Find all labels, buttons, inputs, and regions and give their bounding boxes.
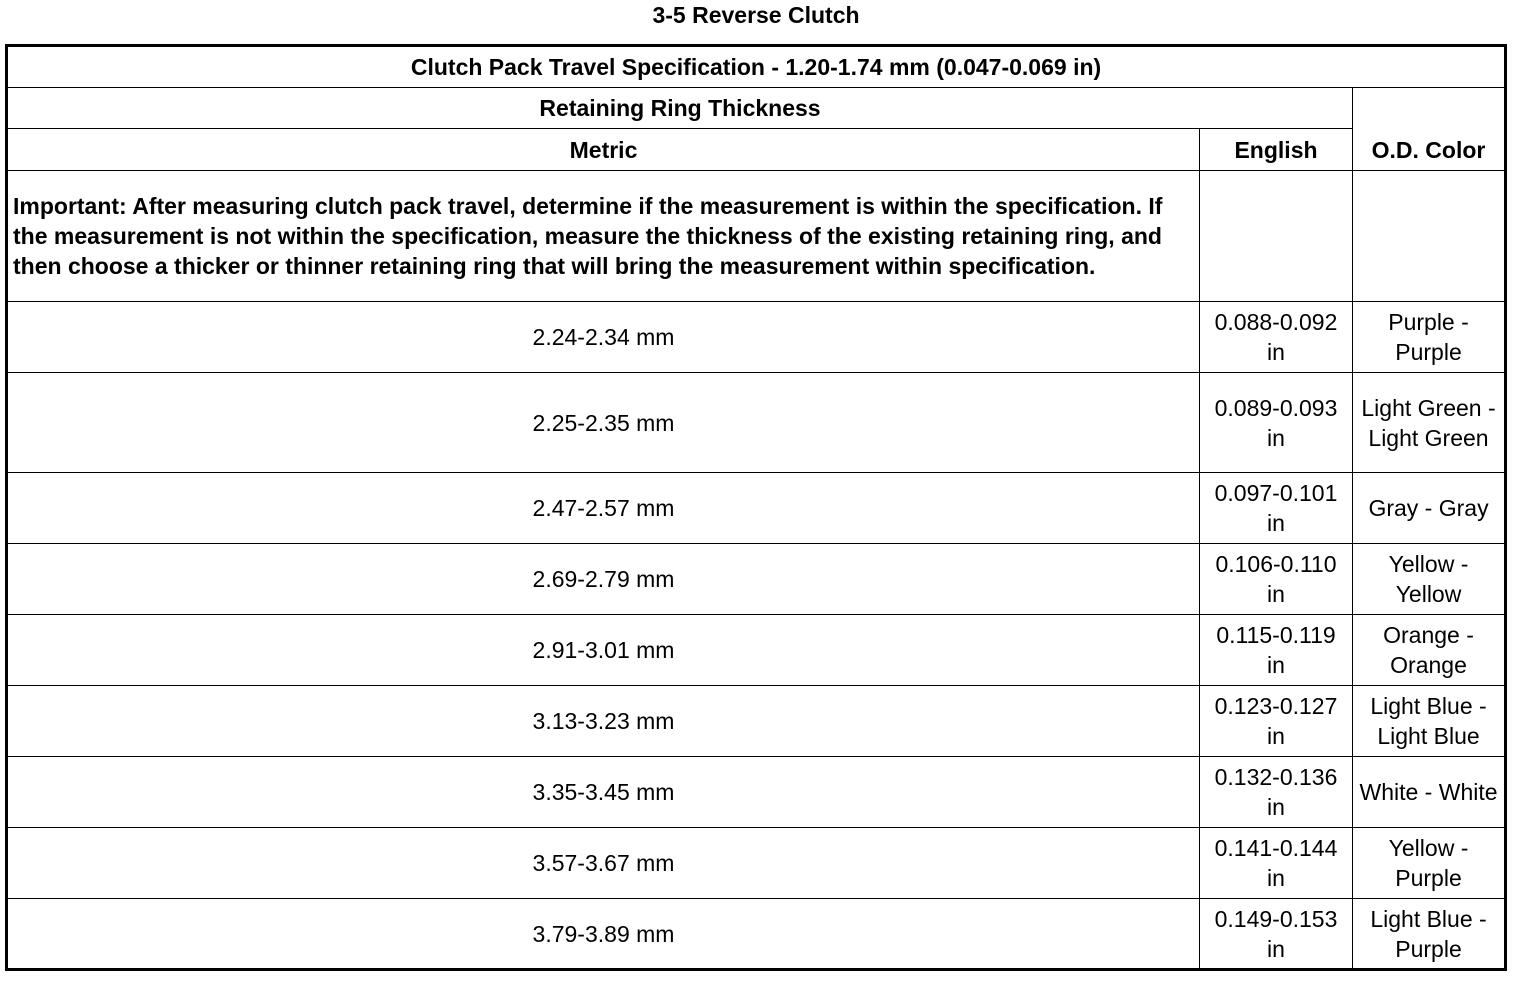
metric-cell: 2.69-2.79 mm <box>7 544 1200 615</box>
english-cell: 0.115-0.119 in <box>1200 615 1353 686</box>
metric-cell: 3.13-3.23 mm <box>7 686 1200 757</box>
table-row <box>7 473 1506 544</box>
table-row <box>7 757 1506 828</box>
english-cell: 0.132-0.136 in <box>1200 757 1353 828</box>
color-cell: Purple - Purple <box>1353 302 1506 373</box>
group-header-cell: Retaining Ring Thickness <box>7 88 1353 129</box>
table-row <box>7 828 1506 899</box>
metric-cell: 3.79-3.89 mm <box>7 899 1200 970</box>
english-cell: 0.141-0.144 in <box>1200 828 1353 899</box>
table-row <box>7 544 1506 615</box>
column-header-color: O.D. Color <box>1353 88 1506 171</box>
metric-cell: 3.35-3.45 mm <box>7 757 1200 828</box>
empty-cell <box>1200 171 1353 302</box>
color-cell: Light Green - Light Green <box>1353 373 1506 473</box>
color-cell: Yellow - Yellow <box>1353 544 1506 615</box>
table-row <box>7 615 1506 686</box>
color-cell: White - White <box>1353 757 1506 828</box>
metric-cell: 2.25-2.35 mm <box>7 373 1200 473</box>
metric-cell: 2.91-3.01 mm <box>7 615 1200 686</box>
english-cell: 0.088-0.092 in <box>1200 302 1353 373</box>
english-cell: 0.149-0.153 in <box>1200 899 1353 970</box>
metric-cell: 2.24-2.34 mm <box>7 302 1200 373</box>
english-cell: 0.106-0.110 in <box>1200 544 1353 615</box>
table-row <box>7 373 1506 473</box>
metric-cell: 3.57-3.67 mm <box>7 828 1200 899</box>
group-header-row <box>7 88 1506 129</box>
spec-header-cell: Clutch Pack Travel Specification - 1.20-1.74 mm (0.047-0.069 in) <box>7 46 1506 88</box>
important-note: Important: After measuring clutch pack travel, determine if the measurement is within the specification. If the measurement is not within the specification, measure the thickness of the existing retaining ring, and then choose a thicker or thinner retaining ring that will bring the measurement within specification. <box>7 171 1200 302</box>
column-header-english: English <box>1200 129 1353 171</box>
metric-cell: 2.47-2.57 mm <box>7 473 1200 544</box>
empty-cell <box>1353 171 1506 302</box>
color-cell: Light Blue - Light Blue <box>1353 686 1506 757</box>
important-note-row <box>7 171 1506 302</box>
spec-header-row <box>7 46 1506 88</box>
column-header-row <box>7 129 1506 171</box>
english-cell: 0.123-0.127 in <box>1200 686 1353 757</box>
table-row <box>7 302 1506 373</box>
color-cell: Orange - Orange <box>1353 615 1506 686</box>
retaining-ring-spec-table <box>5 44 1507 971</box>
column-header-metric: Metric <box>7 129 1200 171</box>
table-row <box>7 899 1506 970</box>
document-title: 3-5 Reverse Clutch <box>652 2 860 28</box>
english-cell: 0.089-0.093 in <box>1200 373 1353 473</box>
color-cell: Light Blue - Purple <box>1353 899 1506 970</box>
table-row <box>7 686 1506 757</box>
color-cell: Gray - Gray <box>1353 473 1506 544</box>
color-cell: Yellow - Purple <box>1353 828 1506 899</box>
english-cell: 0.097-0.101 in <box>1200 473 1353 544</box>
